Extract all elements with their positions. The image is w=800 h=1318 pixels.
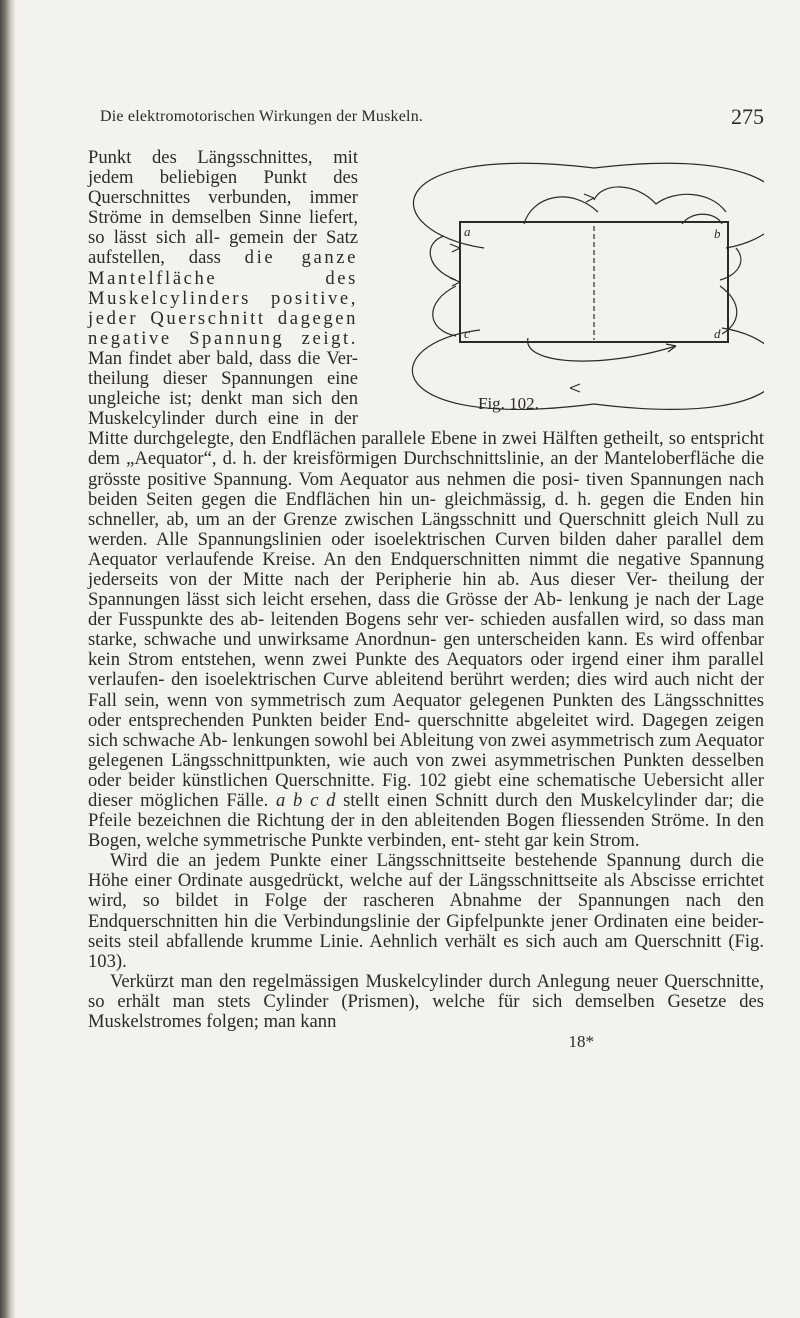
muscle-cylinder-diagram xyxy=(370,152,764,422)
paragraph-3: Verkürzt man den regelmässigen Muskelcylinder durch Anlegung neuer Querschnitte, so erhält man stets Cylinder (Prismen), welche für sich demselben Gesetze des Muskelstromes folgen; man kann xyxy=(88,970,764,1033)
corner-label-a: a xyxy=(464,224,471,239)
arrow-outer-bottom xyxy=(570,384,580,392)
corner-label-c: c xyxy=(464,326,470,341)
arc-left-bottom xyxy=(433,286,456,336)
book-binding-gutter xyxy=(0,0,16,1318)
paragraph-1-part-c: stellt einen Schnitt durch den Muskelcylinder dar; die Pfeile bezeichnen die Richtung der in den ableitenden Bogen fliessenden Ströme. In den Bogen, welche symmetrische Punkte verbinden, ent- steht gar kein Strom. xyxy=(88,790,765,852)
page-header xyxy=(88,104,764,134)
body-text xyxy=(88,148,764,1052)
figure-caption: Fig. 102. xyxy=(478,394,539,413)
arc-right-top xyxy=(720,248,741,280)
emphasis-mantelflaeche: die ganze Mantelfläche des Muskelcylinders positive, jeder Querschnitt dagegen negative Spannung zeigt. xyxy=(88,247,358,349)
corner-label-b: b xyxy=(714,226,721,241)
arrow-top xyxy=(584,194,594,202)
label-abcd: a b c d xyxy=(275,790,336,811)
paragraph-1-part-a: Punkt des Längsschnittes, mit jedem beliebigen Punkt des Querschnittes verbunden, immer Ströme in demselben Sinne liefert, so lässt sich all- gemein der Satz aufstellen, dass xyxy=(88,147,358,269)
figure-102 xyxy=(370,152,764,422)
running-title: Die elektromotorischen Wirkungen der Muskeln. xyxy=(100,108,424,125)
paragraph-1-part-b: Man findet aber bald, dass die Ver- theilung dieser Spannungen eine ungleiche ist; denkt man sich den Muskelcylinder durch eine in der Mitte durchgelegte, den Endflächen parallele Ebene in zwei Hälften getheilt, so entspricht dem „Aequator“, d. h. der kreisförmigen Durchschnittslinie, an der Manteloberfläche die grösste positive Spannung. Vom Aequator aus nehmen die posi- tiven Spannungen nach beiden Seiten gegen die Endflächen hin un- gleichmässig, d. h. gegen die Enden hin schneller, ab, um an der Grenze zwischen Längsschnitt und Querschnitt gleich Null zu werden. Alle Spannungslinien oder isoelektrischen Curven bilden daher parallel dem Aequator verlaufende Kreise. An den Endquerschnitten nimmt die negative Spannung jederseits von der Mitte nach der Peripherie hin ab. Aus dieser Ver- theilung der Spannungen lässt sich leicht ersehen, dass die Grösse der Ab- lenkung je nach der Lage der Fusspunkte des ab- leitenden Bogens sehr ver- schieden ausfallen wird, so dass man starke, schwache und unwirksame Anordnun- gen unterscheiden kann. Es wird offenbar kein Strom entstehen, wenn zwei Punkte des Aequators oder irgend einer ihm parallel verlaufen- den isoelektrischen Curve ableitend berührt werden; dies wird auch nicht der Fall sein, wenn von symmetrisch zum Aequator gelegenen Punkten des Längsschnittes oder entsprechenden Punkten beider End- querschnitte abgeleitet wird. Dagegen zeigen sich schwache Ab- lenkungen sowohl bei Ableitung von zwei asymmetrisch zum Aequator gelegenen Längsschnittpunkten, wie auch von zwei asymmetrischen Punkten desselben oder beider künstlichen Querschnitte. Fig. 102 giebt eine schematische Uebersicht aller dieser möglichen Fälle. xyxy=(88,347,764,811)
printer-signature: 18* xyxy=(568,1032,594,1052)
corner-label-d: d xyxy=(714,326,721,341)
arc-left-top xyxy=(430,236,456,280)
arc-top-right xyxy=(594,187,726,212)
page-number: 275 xyxy=(731,104,764,129)
arrow-left-top xyxy=(450,244,460,252)
paragraph-2: Wird die an jedem Punkte einer Längsschnittseite bestehende Spannung durch die Höhe einer Ordinate ausgedrückt, welche auf der Längsschnittseite als Abscisse errichtet wird, so bildet in Folge der rascheren Abnahme der Spannungen nach den Endquerschnitten hin die Verbindungslinie der Gipfelpunkte jener Ordinaten eine beider- seits steil abfallende krumme Linie. Aehnlich verhält es sich auch am Querschnitt (Fig. 103). xyxy=(88,850,764,972)
